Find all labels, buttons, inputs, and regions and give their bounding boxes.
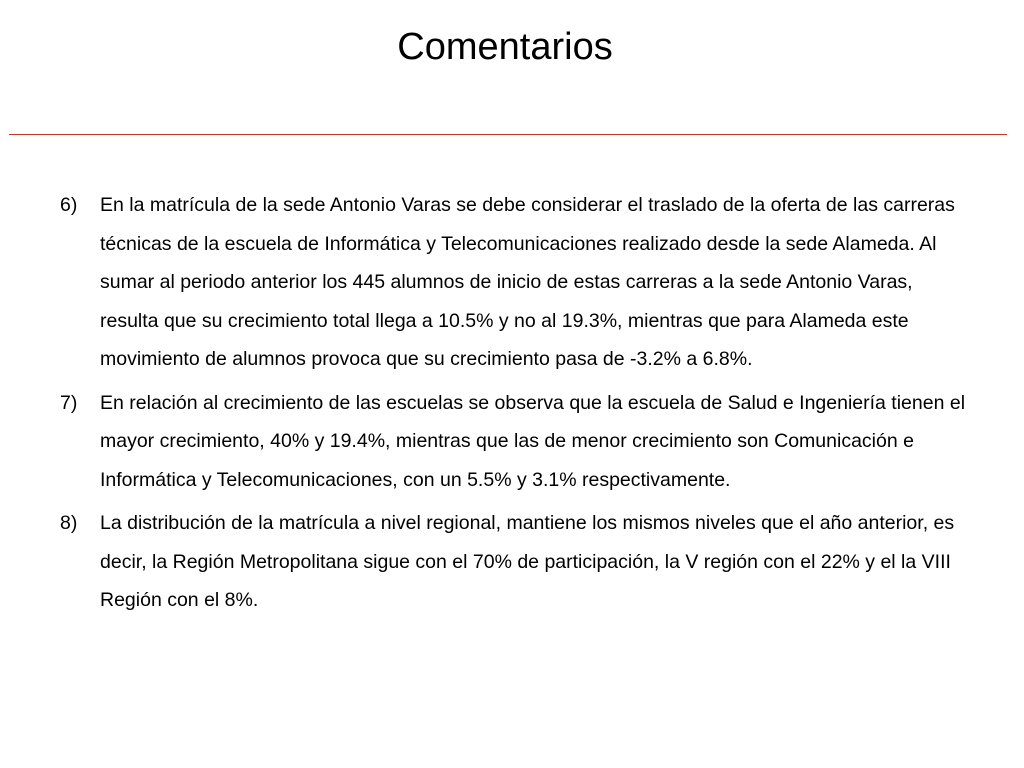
comments-list (60, 186, 970, 625)
item-text: La distribución de la matrícula a nivel regional, mantiene los mismos niveles que el año anterior, es decir, la Región Metropolitana sigue con el 70% de participación, la V región con el 22% y el la VIII Región con el 8%. (100, 512, 955, 611)
item-text: En relación al crecimiento de las escuelas se observa que la escuela de Salud e Ingeniería tienen el mayor crecimiento, 40% y 19.4%, mientras que las de menor crecimiento son Comunicación e Informática y Telecomunicaciones, con un 5.5% y 3.1% respectivamente. (100, 391, 966, 491)
title-divider (9, 134, 1007, 135)
item-number: 8) (60, 512, 78, 534)
list-item (60, 504, 970, 620)
item-text: En la matrícula de la sede Antonio Varas se debe considerar el traslado de la oferta de las carreras técnicas de la escuela de Informática y Telecomunicaciones realizado desde la sede Alameda. Al sumar al periodo anterior los 445 alumnos de inicio de estas carreras a la sede Antonio Varas, resulta que su crecimiento total llega a 10.5% y no al 19.3%, mientras que para Alameda este movimiento de alumnos provoca que su crecimiento pasa de -3.2% a 6.8%. (100, 194, 955, 370)
list-item (60, 186, 970, 379)
slide-title: Comentarios (397, 26, 613, 68)
item-number: 7) (60, 391, 78, 414)
item-number: 6) (60, 194, 78, 216)
list-item (60, 384, 970, 500)
